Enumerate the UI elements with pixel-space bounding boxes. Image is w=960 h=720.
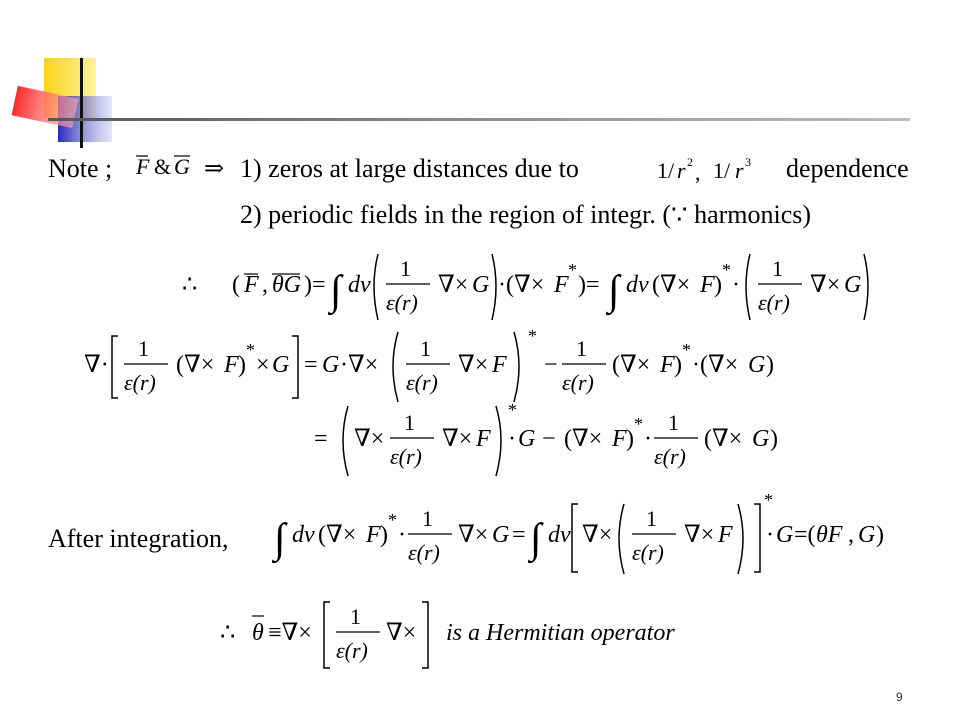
equation-divergence-continued — [312, 402, 792, 483]
svg-text:1: 1 — [404, 410, 415, 435]
note-line — [48, 154, 112, 184]
svg-text:r: r — [677, 158, 686, 183]
svg-text:G: G — [272, 352, 290, 378]
line1-text — [240, 154, 579, 184]
svg-text:∇×: ∇× — [684, 522, 715, 548]
svg-text:G: G — [322, 352, 340, 378]
svg-text:*: * — [682, 340, 691, 360]
svg-text:G: G — [752, 426, 770, 452]
svg-text:1/: 1/ — [713, 158, 731, 183]
svg-text:F: F — [612, 426, 627, 452]
svg-text:ε(r): ε(r) — [632, 540, 664, 565]
svg-text:): ) — [714, 272, 722, 298]
svg-text:F: F — [660, 352, 675, 378]
hermitian-text: is a Hermitian operator — [446, 620, 675, 646]
svg-text:G: G — [776, 522, 794, 548]
line2-text — [240, 200, 811, 230]
svg-text:·(∇×: ·(∇× — [692, 352, 739, 378]
svg-text:*: * — [764, 494, 773, 510]
svg-text:=: = — [304, 352, 318, 378]
svg-text:,: , — [695, 160, 701, 185]
svg-text:∇×: ∇× — [582, 522, 613, 548]
svg-text:(∇×: (∇× — [612, 352, 651, 378]
inverse-power-math — [655, 152, 785, 193]
svg-text:=: = — [314, 426, 328, 452]
svg-text:ε(r): ε(r) — [386, 290, 418, 315]
svg-text:G: G — [472, 272, 490, 298]
svg-text:r: r — [735, 158, 744, 183]
svg-text:G: G — [174, 154, 190, 179]
svg-text:ε(r): ε(r) — [336, 638, 368, 663]
svg-text:·: · — [508, 426, 516, 452]
svg-text:−: − — [542, 426, 556, 452]
svg-text:): ) — [674, 352, 682, 378]
svg-text:−: − — [544, 352, 558, 378]
svg-text:F: F — [492, 352, 507, 378]
svg-text:∇×: ∇× — [354, 426, 385, 452]
note-label: Note ; — [48, 154, 113, 183]
svg-text:ε(r): ε(r) — [406, 370, 438, 395]
svg-text:ε(r): ε(r) — [758, 290, 790, 315]
svg-text:): ) — [766, 352, 774, 378]
svg-text:,: , — [848, 522, 854, 548]
svg-text:F: F — [476, 426, 491, 452]
svg-text:∇×: ∇× — [386, 620, 417, 646]
horizontal-rule — [48, 118, 910, 121]
svg-text:)=: )= — [304, 272, 326, 298]
note-fields-math — [134, 146, 234, 193]
svg-text:G: G — [748, 352, 766, 378]
conclusion-hermitian — [218, 596, 778, 677]
svg-text:=(: =( — [794, 522, 816, 548]
svg-text:*: * — [388, 510, 397, 530]
svg-text:F: F — [224, 352, 239, 378]
svg-text:(∇×: (∇× — [564, 426, 603, 452]
svg-text:): ) — [380, 522, 388, 548]
svg-text:1: 1 — [400, 256, 411, 281]
implies-arrow: ⇒ — [204, 156, 225, 182]
svg-text:*: * — [634, 414, 643, 434]
svg-text:): ) — [238, 352, 246, 378]
svg-text:): ) — [770, 426, 778, 452]
svg-text:*: * — [722, 260, 731, 280]
svg-text:dv: dv — [292, 522, 315, 548]
svg-text:dv: dv — [626, 272, 649, 298]
svg-text:(∇×: (∇× — [652, 272, 691, 298]
equation-divergence-identity — [82, 328, 802, 409]
svg-text:2: 2 — [687, 155, 693, 169]
after-integration-label — [48, 524, 229, 554]
svg-text:θF: θF — [816, 522, 843, 548]
svg-text:∇×: ∇× — [438, 272, 469, 298]
equation-after-integration — [272, 494, 902, 583]
svg-text:ε(r): ε(r) — [562, 370, 594, 395]
svg-text:G: G — [858, 522, 876, 548]
svg-text:F: F — [366, 522, 381, 548]
svg-text:1: 1 — [420, 336, 431, 361]
equation-inner-product — [180, 248, 900, 329]
svg-text:*: * — [528, 328, 537, 346]
periodic-fields-text: 2) periodic fields in the region of integr. (∵ harmonics) — [240, 200, 812, 229]
svg-text:∴: ∴ — [182, 272, 198, 298]
svg-text:·: · — [644, 426, 652, 452]
svg-text:1: 1 — [350, 604, 361, 629]
svg-text:F: F — [554, 272, 569, 298]
dependence-word: dependence — [786, 154, 909, 183]
svg-text:∫: ∫ — [530, 516, 542, 562]
svg-text:(∇×: (∇× — [176, 352, 215, 378]
svg-text:3: 3 — [745, 155, 751, 169]
svg-text:·∇×: ·∇× — [340, 352, 379, 378]
svg-text:1/: 1/ — [657, 158, 675, 183]
svg-text:θG: θG — [272, 272, 302, 298]
svg-text:∫: ∫ — [608, 268, 620, 314]
svg-text:=: = — [512, 522, 526, 548]
svg-text:G: G — [492, 522, 510, 548]
svg-text:ε(r): ε(r) — [124, 370, 156, 395]
svg-text:ε(r): ε(r) — [408, 540, 440, 565]
svg-text:∴: ∴ — [220, 620, 236, 646]
svg-text:∇×: ∇× — [458, 352, 489, 378]
svg-text:F: F — [136, 154, 150, 179]
svg-text:*: * — [568, 260, 577, 280]
svg-text:&: & — [154, 154, 172, 179]
svg-text:(∇×: (∇× — [704, 426, 743, 452]
svg-text:)=: )= — [578, 272, 600, 298]
svg-text:∇×: ∇× — [442, 426, 473, 452]
svg-text:1: 1 — [646, 506, 657, 531]
svg-text:(∇×: (∇× — [318, 522, 357, 548]
svg-text:∇×: ∇× — [458, 522, 489, 548]
svg-text:G: G — [844, 272, 862, 298]
line1-tail — [786, 154, 909, 184]
svg-text:×: × — [256, 352, 270, 378]
svg-text:1: 1 — [668, 410, 679, 435]
svg-text:∇×: ∇× — [810, 272, 841, 298]
svg-text:*: * — [246, 340, 255, 360]
svg-text:G: G — [518, 426, 536, 452]
svg-text:1: 1 — [772, 256, 783, 281]
svg-text:F: F — [700, 272, 715, 298]
svg-text:ε(r): ε(r) — [654, 444, 686, 469]
svg-text:dv: dv — [348, 272, 371, 298]
svg-text:1: 1 — [138, 336, 149, 361]
svg-text:∇·: ∇· — [84, 352, 109, 378]
svg-text:ε(r): ε(r) — [390, 444, 422, 469]
page-number — [896, 690, 903, 704]
page-number-text: 9 — [896, 690, 903, 704]
svg-text:(: ( — [232, 272, 240, 298]
svg-text:F: F — [244, 272, 259, 298]
svg-text:·: · — [732, 272, 740, 298]
svg-text:≡∇×: ≡∇× — [268, 620, 312, 646]
svg-text:F: F — [718, 522, 733, 548]
svg-text:θ: θ — [252, 620, 264, 646]
svg-text:1: 1 — [422, 506, 433, 531]
svg-text:): ) — [626, 426, 634, 452]
line1-main-text: 1) zeros at large distances due to — [240, 154, 579, 183]
corner-decoration — [0, 0, 140, 150]
svg-text:·: · — [398, 522, 406, 548]
svg-text:,: , — [262, 272, 268, 298]
svg-text:*: * — [508, 402, 517, 420]
svg-text:·(∇×: ·(∇× — [498, 272, 545, 298]
svg-text:∫: ∫ — [274, 516, 286, 562]
after-integration-text: After integration, — [48, 524, 229, 553]
svg-text:∫: ∫ — [330, 268, 342, 314]
svg-text:dv: dv — [548, 522, 571, 548]
svg-text:): ) — [876, 522, 884, 548]
svg-text:·: · — [766, 522, 774, 548]
svg-text:1: 1 — [576, 336, 587, 361]
